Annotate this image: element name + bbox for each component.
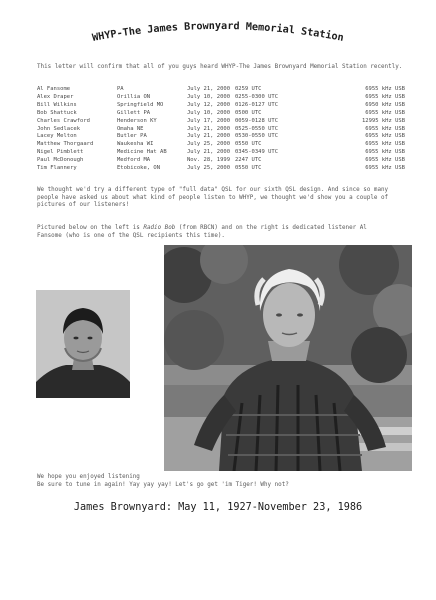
log-frequency: 12995 kHz USB [361, 117, 405, 124]
log-row [37, 149, 405, 157]
intro-paragraph: This letter will confirm that all of you guys heard WHYP-The James Brownyard Memorial Station recently. [37, 64, 403, 70]
log-name: Charles Crawford [37, 117, 90, 124]
log-date: Nov. 28, 1999 [187, 157, 231, 164]
log-frequency: 6955 kHz USB [365, 93, 405, 100]
log-name: Nigel Pimblett [37, 149, 84, 156]
log-time: 0255-0300 UTC [235, 93, 279, 100]
log-frequency: 6955 kHz USB [365, 149, 405, 156]
log-date: July 10, 2000 [187, 93, 231, 100]
log-date: July 21, 2000 [187, 86, 231, 92]
log-frequency: 6955 kHz USB [365, 133, 405, 140]
log-name: John Sedlacek [37, 125, 81, 132]
log-location: Waukesha WI [117, 141, 154, 148]
log-row [37, 157, 405, 165]
right-listener-photo [164, 245, 412, 471]
log-location: PA [117, 86, 124, 92]
log-time: 0059-0128 UTC [235, 117, 279, 124]
log-row [37, 141, 405, 149]
log-row [37, 126, 405, 134]
log-frequency: 6955 kHz USB [365, 141, 405, 148]
log-frequency: 6955 kHz USB [365, 86, 405, 92]
log-time: 0530-0550 UTC [235, 133, 279, 140]
log-location: Etobicoke, ON [117, 165, 161, 172]
log-frequency: 6955 kHz USB [365, 109, 405, 116]
log-row [37, 94, 405, 102]
log-name: Lacey Melton [37, 133, 77, 140]
log-frequency: 6955 kHz USB [365, 125, 405, 132]
log-date: July 25, 2000 [187, 165, 231, 172]
log-name: Bill Wilkins [37, 101, 77, 108]
radio-bob-name: Radio Bob [143, 225, 176, 231]
log-row [37, 86, 405, 94]
log-name: Bob Shattuck [37, 109, 77, 116]
closing-line-2: Be sure to tune in again! Yay yay yay! Let's go get 'im Tiger! Why not? [37, 481, 289, 488]
older-man-photo [164, 245, 412, 471]
design-paragraph: We thought we'd try a different type of "full data" QSL for our sixth QSL design. And since so many people have asked us about what kind of people listen to WHYP, we thought we'd show you a couple of pictures of our listeners! [37, 187, 389, 209]
log-frequency: 6955 kHz USB [365, 165, 405, 172]
log-time: 0259 UTC [235, 86, 262, 92]
log-location: Gillett PA [117, 109, 151, 116]
station-title: WHYP-The James Brownyard Memorial Station [91, 21, 345, 44]
young-man-portrait [36, 290, 130, 398]
log-row [37, 118, 405, 126]
memorial-dates: James Brownyard: May 11, 1927-November 23, 1986 [73, 502, 363, 513]
closing-line-1: We hope you enjoyed listening [37, 474, 140, 480]
log-time: 0550 UTC [235, 165, 262, 172]
log-location: Medicine Hat AB [117, 149, 167, 156]
log-date: July 21, 2000 [187, 125, 231, 132]
log-time: 2247 UTC [235, 157, 262, 164]
log-time: 0550 UTC [235, 141, 262, 148]
closing-message [37, 474, 417, 489]
log-name: Tim Flannery [37, 165, 77, 172]
pictures-paragraph [37, 225, 377, 240]
log-name: Paul McDonough [37, 157, 84, 164]
pictures-text-start: Pictured below on the left is [37, 225, 144, 231]
log-time: 0126-0127 UTC [235, 101, 279, 108]
log-time: 0500 UTC [235, 109, 262, 116]
log-date: July 10, 2000 [187, 109, 231, 116]
log-name: Al Fansome [37, 86, 71, 92]
log-row [37, 102, 405, 110]
pictures-text-end: (from RBCN) and on the right is dedicated listener Al Fansome (who is one of the QSL recipients this time). [37, 225, 367, 239]
log-location: Orillia ON [117, 93, 151, 100]
log-name: Matthew Thorgaard [37, 141, 94, 148]
arched-title [0, 0, 436, 70]
log-date: July 12, 2000 [187, 101, 231, 108]
log-row [37, 110, 405, 118]
log-date: July 21, 2000 [187, 149, 231, 156]
reception-log-table [37, 86, 405, 173]
log-location: Springfield MO [117, 101, 164, 108]
log-row [37, 165, 405, 173]
log-location: Butler PA [117, 133, 147, 140]
log-date: July 25, 2000 [187, 141, 231, 148]
log-time: 0345-0349 UTC [235, 149, 279, 156]
log-row [37, 133, 405, 141]
reception-log-body [37, 86, 405, 173]
log-date: July 21, 2000 [187, 133, 231, 140]
log-date: July 17, 2000 [187, 117, 231, 124]
log-frequency: 6950 kHz USB [365, 101, 405, 108]
log-location: Omaha NE [117, 125, 144, 132]
log-name: Alex Draper [37, 93, 74, 100]
log-frequency: 6955 kHz USB [365, 157, 405, 164]
log-time: 0525-0550 UTC [235, 125, 279, 132]
left-listener-photo [36, 290, 130, 398]
log-location: Medford MA [117, 157, 151, 164]
log-location: Henderson KY [117, 117, 157, 124]
